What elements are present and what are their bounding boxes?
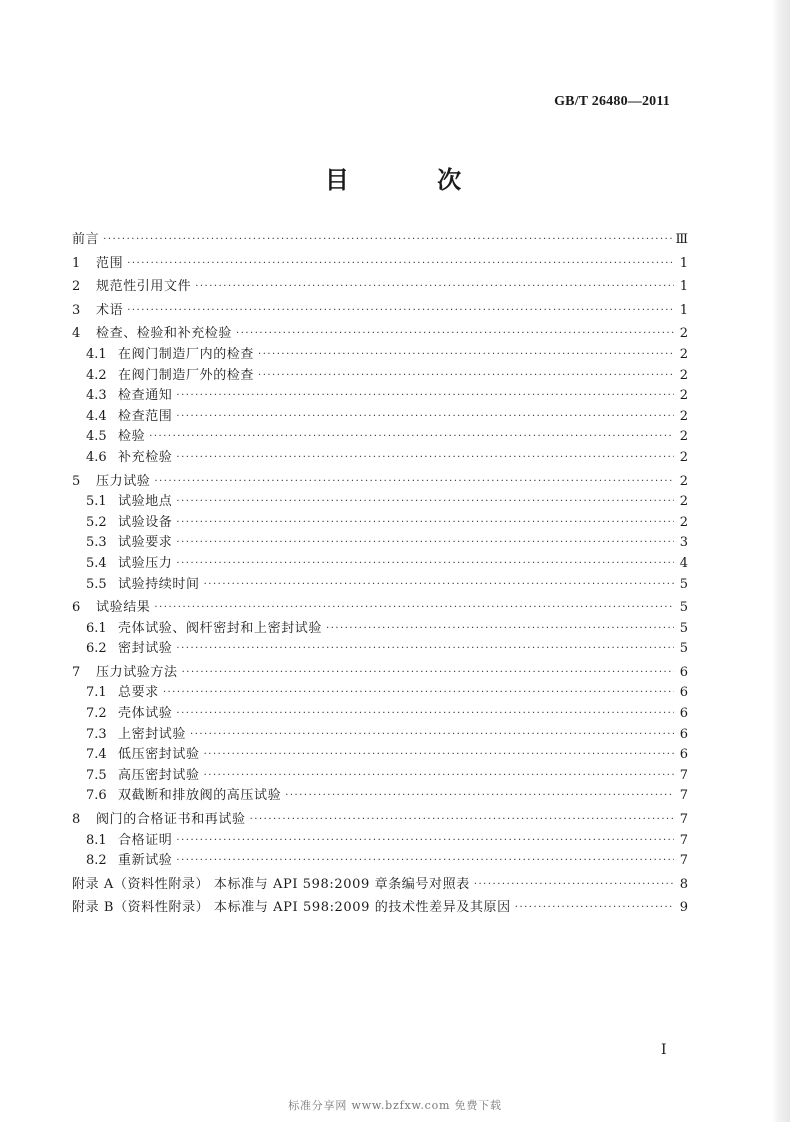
toc-entry-number: 5.4	[86, 555, 107, 571]
toc-entry-label: 低压密封试验	[118, 747, 200, 763]
table-of-contents	[72, 227, 688, 919]
toc-entry-page: 5	[679, 641, 688, 657]
toc-entry-label: 合格证明	[118, 832, 173, 848]
toc-leader-dots	[174, 704, 674, 725]
toc-entry-label: 高压密封试验	[118, 767, 200, 783]
toc-entry-page: 2	[679, 429, 688, 445]
toc-entry-label: 前言	[72, 232, 100, 247]
toc-entry-page: 6	[679, 685, 688, 701]
toc-entry-label: 重新试验	[118, 853, 173, 869]
page-number: I	[661, 1042, 667, 1058]
footer-watermark: 标准分享网 www.bzfxw.com 免费下载	[288, 1099, 502, 1112]
toc-entry-number: 6.2	[86, 641, 107, 657]
toc-entry[interactable]	[72, 683, 688, 704]
toc-entry[interactable]	[72, 554, 688, 575]
toc-entry-label: 壳体试验	[118, 706, 173, 722]
toc-entry[interactable]	[72, 898, 688, 919]
toc-entry[interactable]	[72, 851, 688, 872]
toc-entry-label: 试验要求	[118, 535, 173, 551]
toc-entry-page: 6	[679, 706, 688, 722]
toc-leader-dots	[188, 725, 674, 746]
toc-entry[interactable]	[72, 230, 688, 251]
toc-entry-number: 1	[72, 255, 81, 271]
toc-entry-number: 3	[72, 302, 81, 318]
toc-entry-label: 试验设备	[118, 514, 173, 530]
toc-entry-number: 2	[72, 279, 81, 295]
toc-entry[interactable]	[72, 766, 688, 787]
toc-entry-page: Ⅲ	[675, 232, 688, 247]
toc-leader-dots	[174, 554, 674, 575]
toc-entry[interactable]	[72, 492, 688, 513]
toc-entry-number: 4.5	[86, 429, 107, 445]
toc-entry-page: 2	[679, 367, 688, 383]
toc-entry-page: 7	[679, 853, 688, 869]
toc-entry[interactable]	[72, 875, 688, 896]
toc-entry-number: 8.2	[86, 853, 107, 869]
toc-entry-label: 补充检验	[118, 449, 173, 465]
toc-leader-dots	[324, 619, 674, 640]
toc-entry-label: 在阀门制造厂外的检查	[118, 367, 255, 383]
toc-entry[interactable]	[72, 575, 688, 596]
toc-entry[interactable]	[72, 663, 688, 684]
toc-entry-page: 1	[679, 279, 688, 295]
toc-leader-dots	[202, 575, 674, 596]
toc-entry[interactable]	[72, 254, 688, 275]
toc-entry-label: 范围	[96, 255, 124, 271]
toc-entry-number: 7.4	[86, 747, 107, 763]
toc-entry-number: 4.4	[86, 408, 107, 424]
standard-number: GB/T 26480—2011	[554, 94, 670, 109]
toc-entry-number: 8.1	[86, 832, 107, 848]
toc-entry[interactable]	[72, 810, 688, 831]
toc-leader-dots	[174, 639, 674, 660]
toc-entry[interactable]	[72, 407, 688, 428]
toc-entry-page: 2	[679, 408, 688, 424]
toc-entry-number: 4.1	[86, 346, 107, 362]
toc-entry-page: 2	[679, 346, 688, 362]
toc-entry-label: 压力试验	[96, 473, 151, 489]
toc-entry-page: 2	[679, 326, 688, 342]
toc-leader-dots	[202, 745, 674, 766]
toc-leader-dots	[174, 831, 674, 852]
toc-leader-dots	[180, 663, 674, 684]
toc-entry-page: 2	[679, 473, 688, 489]
toc-entry-page: 1	[679, 255, 688, 271]
toc-entry[interactable]	[72, 598, 688, 619]
toc-leader-dots	[125, 254, 674, 275]
toc-leader-dots	[472, 875, 674, 896]
toc-entry-page: 6	[679, 726, 688, 742]
toc-entry[interactable]	[72, 324, 688, 345]
toc-entry-number: 5.1	[86, 494, 107, 510]
toc-entry[interactable]	[72, 639, 688, 660]
toc-leader-dots	[147, 427, 674, 448]
toc-entry-label: 规范性引用文件	[96, 279, 192, 295]
toc-entry-page: 7	[679, 788, 688, 804]
toc-entry-number: 8	[72, 812, 81, 828]
toc-entry-label: 阀门的合格证书和再试验	[96, 812, 246, 828]
toc-leader-dots	[283, 786, 674, 807]
toc-entry[interactable]	[72, 448, 688, 469]
toc-entry-page: 8	[679, 876, 688, 892]
toc-entry[interactable]	[72, 366, 688, 387]
toc-entry[interactable]	[72, 619, 688, 640]
toc-leader-dots	[174, 386, 674, 407]
toc-entry-page: 5	[679, 576, 688, 592]
toc-entry-page: 5	[679, 620, 688, 636]
toc-entry[interactable]	[72, 533, 688, 554]
toc-entry-page: 7	[679, 812, 688, 828]
toc-leader-dots	[174, 513, 674, 534]
toc-entry-label: 总要求	[118, 685, 159, 701]
toc-entry-label: 在阀门制造厂内的检查	[118, 346, 255, 362]
toc-entry[interactable]	[72, 704, 688, 725]
toc-entry-label: 检查范围	[118, 408, 173, 424]
toc-entry-number: 5	[72, 473, 81, 489]
toc-entry-number: 7.5	[86, 767, 107, 783]
toc-entry-page: 6	[679, 664, 688, 680]
toc-entry[interactable]	[72, 472, 688, 493]
toc-entry-label: 术语	[96, 302, 124, 318]
toc-entry-page: 2	[679, 388, 688, 404]
toc-entry-page: 2	[679, 514, 688, 530]
toc-leader-dots	[152, 598, 674, 619]
toc-entry-label: 检查、检验和补充检验	[96, 326, 233, 342]
toc-entry-number: 7.6	[86, 788, 107, 804]
toc-leader-dots	[248, 810, 674, 831]
toc-entry-label: 试验压力	[118, 555, 173, 571]
page-title: 目 次	[324, 165, 502, 194]
toc-entry[interactable]	[72, 345, 688, 366]
toc-entry-number: 7.3	[86, 726, 107, 742]
toc-entry-page: 6	[679, 747, 688, 763]
toc-entry[interactable]	[72, 301, 688, 322]
toc-entry[interactable]	[72, 427, 688, 448]
toc-entry-label: 壳体试验、阀杆密封和上密封试验	[118, 620, 323, 636]
toc-entry[interactable]	[72, 277, 688, 298]
toc-entry[interactable]	[72, 745, 688, 766]
toc-entry-number: 6	[72, 600, 81, 616]
toc-entry-label: 检查通知	[118, 388, 173, 404]
toc-leader-dots	[152, 472, 674, 493]
toc-entry-page: 3	[679, 535, 688, 551]
toc-entry-page: 2	[679, 449, 688, 465]
toc-entry-number: 7.2	[86, 706, 107, 722]
toc-entry[interactable]	[72, 831, 688, 852]
toc-leader-dots	[234, 324, 674, 345]
toc-entry-page: 9	[679, 900, 688, 916]
toc-entry[interactable]	[72, 725, 688, 746]
toc-leader-dots	[125, 301, 674, 322]
toc-entry-page: 4	[679, 555, 688, 571]
toc-entry-page: 2	[679, 494, 688, 510]
toc-entry-label: 附录 A（资料性附录） 本标准与 API 598:2009 章条编号对照表	[72, 876, 470, 892]
toc-leader-dots	[193, 277, 674, 298]
toc-entry-number: 4.2	[86, 367, 107, 383]
toc-entry-label: 试验地点	[118, 494, 173, 510]
toc-leader-dots	[101, 230, 674, 251]
toc-leader-dots	[256, 366, 674, 387]
toc-entry[interactable]	[72, 513, 688, 534]
toc-entry[interactable]	[72, 786, 688, 807]
toc-entry-number: 5.5	[86, 576, 107, 592]
toc-entry-label: 密封试验	[118, 641, 173, 657]
toc-entry-number: 7.1	[86, 685, 107, 701]
toc-entry-number: 6.1	[86, 620, 107, 636]
toc-entry-label: 试验持续时间	[118, 576, 200, 592]
toc-entry-page: 7	[679, 767, 688, 783]
toc-leader-dots	[174, 407, 674, 428]
toc-entry-label: 试验结果	[96, 600, 151, 616]
toc-entry-page: 5	[679, 600, 688, 616]
toc-entry-label: 双截断和排放阀的高压试验	[118, 788, 282, 804]
toc-entry-number: 4	[72, 326, 81, 342]
toc-entry-label: 压力试验方法	[96, 664, 178, 680]
toc-entry-number: 5.2	[86, 514, 107, 530]
toc-leader-dots	[174, 448, 674, 469]
toc-entry-page: 7	[679, 832, 688, 848]
toc-entry-number: 7	[72, 664, 81, 680]
toc-leader-dots	[174, 492, 674, 513]
toc-leader-dots	[513, 898, 674, 919]
toc-entry-label: 上密封试验	[118, 726, 187, 742]
toc-entry-label: 检验	[118, 429, 146, 445]
toc-entry-number: 5.3	[86, 535, 107, 551]
toc-leader-dots	[174, 851, 674, 872]
toc-entry[interactable]	[72, 386, 688, 407]
toc-leader-dots	[256, 345, 674, 366]
toc-entry-label: 附录 B（资料性附录） 本标准与 API 598:2009 的技术性差异及其原因	[72, 900, 511, 916]
toc-leader-dots	[161, 683, 674, 704]
toc-leader-dots	[174, 533, 674, 554]
toc-leader-dots	[202, 766, 674, 787]
toc-entry-number: 4.6	[86, 449, 107, 465]
toc-entry-page: 1	[679, 302, 688, 318]
toc-entry-number: 4.3	[86, 388, 107, 404]
